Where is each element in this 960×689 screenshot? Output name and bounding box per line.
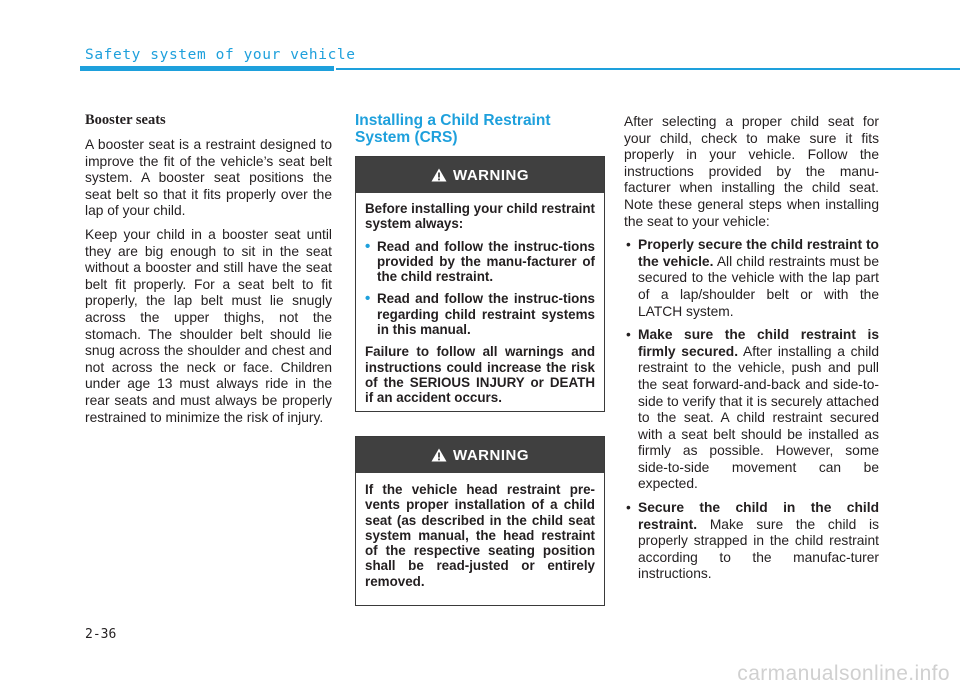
- warning-label-1: WARNING: [453, 166, 529, 184]
- watermark: carmanualsonline.info: [737, 662, 950, 685]
- section-title: Safety system of your vehicle: [85, 47, 356, 63]
- warning-intro: Before installing your child restraint system always:: [365, 201, 595, 232]
- install-step-item: [624, 500, 879, 583]
- warning-list: [365, 239, 595, 338]
- warning-triangle-icon: [431, 168, 447, 182]
- warning-text: If the vehicle head restraint pre-vents proper installation of a child seat (as described in the child seat system manual, the head restraint of the respective seating position shall be read-justed or entirely removed.: [365, 482, 595, 589]
- column-booster-seats: [85, 112, 332, 433]
- step-bold-lead: Secure the child in the child restraint.: [638, 500, 879, 532]
- step-text: After installing a child restraint to the vehicle, push and pull the seat forward-and-back and side-to-side to verify that it is securely attached to the seat. A child restraint secured with a seat belt should be installed as firmly as possible. However, some side-to-side movement can be expected.: [638, 343, 880, 492]
- booster-paragraph-2: Keep your child in a booster seat until they are big enough to sit in the seat without a booster and still have the seat belt fit properly. For a seat belt to fit properly, the lap belt must lie snugly across the upper thighs, not the stomach. The shoulder belt should lie snug across the shoulder and chest and not across the neck or face. Children under age 13 must always ride in the rear seats and must always be properly restrained to minimize the risk of injury.: [85, 226, 332, 425]
- column-installing-crs: [355, 112, 607, 589]
- header-rule-thin: [336, 68, 960, 70]
- warning-body-2: [356, 473, 604, 589]
- warning-header-1: [356, 157, 604, 193]
- booster-paragraph-1: A booster seat is a restraint designed to improve the fit of the vehicle’s seat belt system. A booster seat positions the seat belt so that it fits properly over the lap of your child.: [85, 137, 332, 219]
- step-text: Make sure the child is properly strapped in the child restraint according to the manufac-turer instructions.: [638, 516, 879, 582]
- step-text: All child restraints must be secured to the vehicle with the lap part of a lap/shoulder belt or with the LATCH system.: [638, 253, 879, 319]
- installing-crs-heading: Installing a Child Restraint System (CRS): [355, 112, 551, 146]
- install-step-item: [624, 327, 879, 493]
- install-intro: After selecting a proper child seat for your child, check to make sure it fits properly in your vehicle. Follow the instructions provided by the manu-facturer when installing the child seat. Note these general steps when installing the seat to your vehicle:: [624, 114, 879, 229]
- warning-label-2: WARNING: [453, 446, 529, 464]
- install-steps-list: [624, 237, 879, 583]
- warning-box-1: [355, 156, 605, 412]
- page-number: 2-36: [85, 627, 117, 642]
- step-bold-lead: Make sure the child restraint is firmly secured.: [638, 327, 879, 359]
- install-step-item: [624, 237, 879, 320]
- header-rule-thick: [80, 66, 334, 71]
- step-bold-lead: Properly secure the child restraint to the vehicle.: [638, 237, 879, 269]
- warning-list-item: • Read and follow the instruc-tions provided by the manu-facturer of the child restraint.: [365, 239, 595, 285]
- warning-list-item: • Read and follow the instruc-tions regarding child restraint systems in this manual.: [365, 291, 595, 337]
- warning-body-1: [356, 193, 604, 406]
- booster-seats-heading: Booster seats: [85, 112, 166, 128]
- column-install-steps: [624, 114, 879, 590]
- warning-box-2: [355, 436, 605, 606]
- warning-header-2: [356, 437, 604, 473]
- warning-triangle-icon: [431, 448, 447, 462]
- warning-outro: Failure to follow all warnings and instructions could increase the risk of the SERIOUS INJURY or DEATH if an accident occurs.: [365, 344, 595, 406]
